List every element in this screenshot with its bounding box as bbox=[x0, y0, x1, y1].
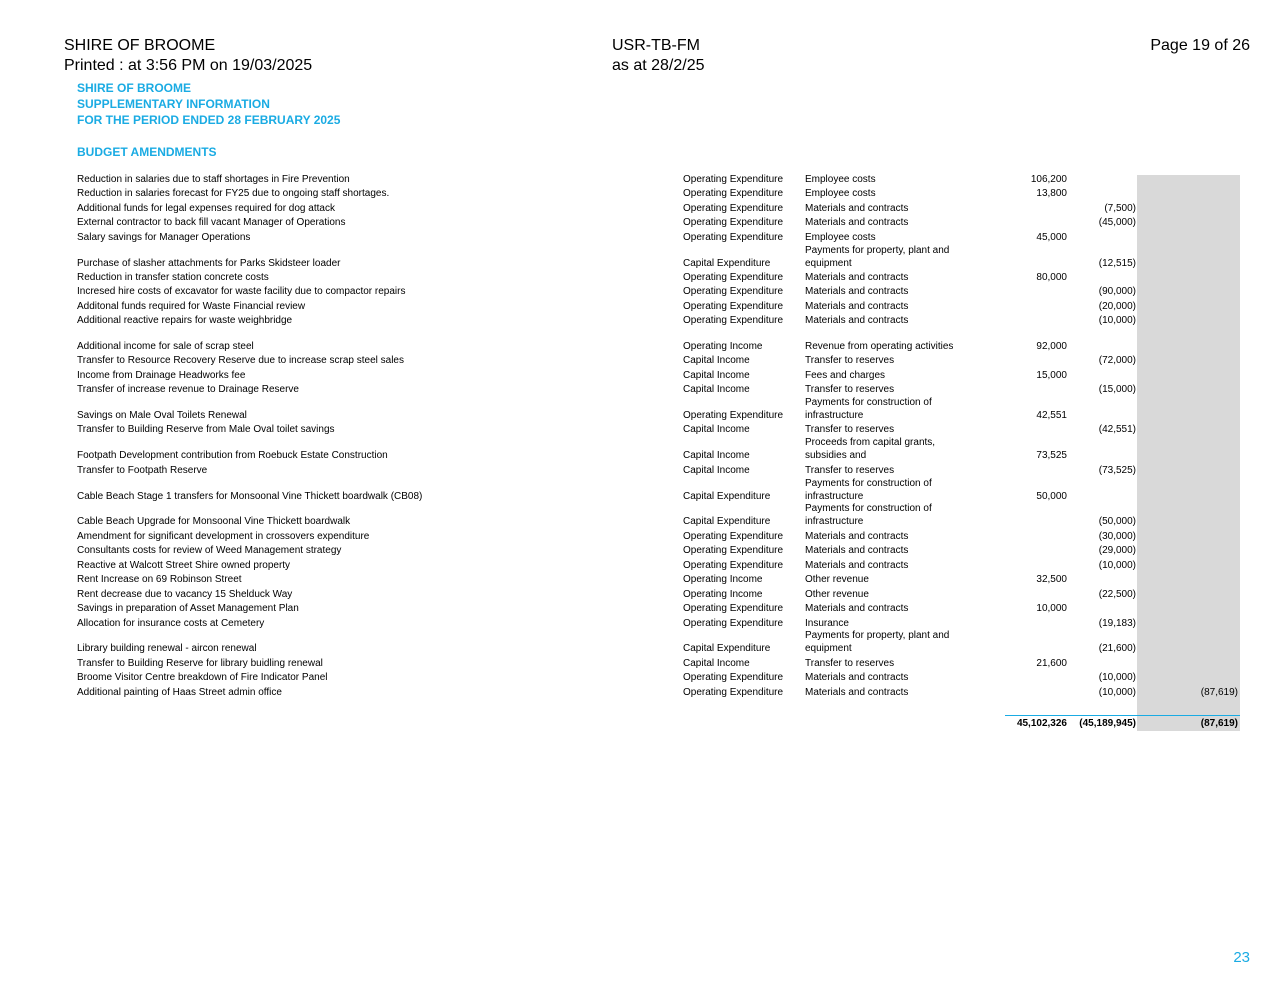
row-decrease: (10,000) bbox=[1098, 672, 1136, 683]
row-description: Incresed hire costs of excavator for waste facility due to compactor repairs bbox=[77, 286, 406, 297]
row-type: Operating Expenditure bbox=[683, 174, 784, 185]
row-description: Rent decrease due to vacancy 15 Shelduck Way bbox=[77, 589, 293, 600]
row-category: Materials and contracts bbox=[805, 315, 909, 326]
row-description: Reduction in salaries due to staff shortages in Fire Prevention bbox=[77, 174, 350, 185]
row-increase: 42,551 bbox=[1036, 410, 1067, 421]
row-description: Transfer to Building Reserve for library buidling renewal bbox=[77, 658, 323, 669]
row-decrease: (73,525) bbox=[1098, 465, 1136, 476]
row-decrease: (45,000) bbox=[1098, 217, 1136, 228]
row-category: Transfer to reserves bbox=[805, 384, 895, 395]
totals-row bbox=[0, 717, 1268, 730]
row-increase: 92,000 bbox=[1036, 341, 1067, 352]
row-category: Employee costs bbox=[805, 188, 876, 199]
row-category: Payments for construction of infrastructure bbox=[805, 478, 932, 502]
row-description: Reactive at Walcott Street Shire owned property bbox=[77, 560, 291, 571]
row-decrease: (10,000) bbox=[1098, 687, 1136, 698]
row-description: Additional painting of Haas Street admin office bbox=[77, 687, 282, 698]
table-row bbox=[0, 423, 1268, 436]
row-type: Operating Expenditure bbox=[683, 232, 784, 243]
header-left bbox=[64, 36, 312, 76]
row-type: Operating Expenditure bbox=[683, 301, 784, 312]
row-increase: 15,000 bbox=[1036, 370, 1067, 381]
row-decrease: (10,000) bbox=[1098, 560, 1136, 571]
header-report-code: USR-TB-FM bbox=[612, 37, 700, 54]
row-description: Transfer to Building Reserve from Male Oval toilet savings bbox=[77, 424, 335, 435]
table-row bbox=[0, 354, 1268, 367]
row-increase: 21,600 bbox=[1036, 658, 1067, 669]
row-decrease: (15,000) bbox=[1098, 384, 1136, 395]
row-description: Footpath Development contribution from Roebuck Estate Construction bbox=[77, 450, 388, 461]
row-category: Fees and charges bbox=[805, 370, 886, 381]
section-period: FOR THE PERIOD ENDED 28 FEBRUARY 2025 bbox=[77, 113, 341, 127]
row-increase: 106,200 bbox=[1030, 174, 1067, 185]
table-row bbox=[0, 187, 1268, 200]
row-decrease: (20,000) bbox=[1098, 301, 1136, 312]
totals-rule bbox=[1005, 715, 1240, 716]
row-type: Operating Expenditure bbox=[683, 687, 784, 698]
row-description: Additional reactive repairs for waste weighbridge bbox=[77, 315, 293, 326]
row-category: Other revenue bbox=[805, 589, 869, 600]
row-type: Operating Income bbox=[683, 574, 763, 585]
row-category: Materials and contracts bbox=[805, 203, 909, 214]
row-type: Operating Income bbox=[683, 341, 763, 352]
table-row bbox=[0, 671, 1268, 684]
table-row bbox=[0, 617, 1268, 630]
row-category: Transfer to reserves bbox=[805, 355, 895, 366]
row-type: Operating Expenditure bbox=[683, 203, 784, 214]
row-description: Reduction in salaries forecast for FY25 due to ongoing staff shortages. bbox=[77, 188, 390, 199]
table-row bbox=[0, 397, 1268, 422]
row-description: External contractor to back fill vacant Manager of Operations bbox=[77, 217, 346, 228]
row-increase: 80,000 bbox=[1036, 272, 1067, 283]
total-net: (87,619) bbox=[1200, 718, 1238, 729]
row-category: Transfer to reserves bbox=[805, 658, 895, 669]
row-description: Savings in preparation of Asset Management Plan bbox=[77, 603, 299, 614]
table-row bbox=[0, 300, 1268, 313]
row-description: Cable Beach Upgrade for Monsoonal Vine Thickett boardwalk bbox=[77, 516, 351, 527]
row-type: Operating Expenditure bbox=[683, 217, 784, 228]
row-type: Operating Expenditure bbox=[683, 672, 784, 683]
table-row bbox=[0, 369, 1268, 382]
row-type: Capital Expenditure bbox=[683, 491, 771, 502]
row-decrease: (7,500) bbox=[1104, 203, 1136, 214]
row-decrease: (50,000) bbox=[1098, 516, 1136, 527]
table-row bbox=[0, 544, 1268, 557]
row-description: Purchase of slasher attachments for Parks Skidsteer loader bbox=[77, 258, 341, 269]
row-increase: 13,800 bbox=[1036, 188, 1067, 199]
row-type: Operating Expenditure bbox=[683, 315, 784, 326]
section-subtitle: SUPPLEMENTARY INFORMATION bbox=[77, 97, 270, 111]
row-type: Capital Income bbox=[683, 450, 750, 461]
table-row bbox=[0, 437, 1268, 462]
row-description: Rent Increase on 69 Robinson Street bbox=[77, 574, 242, 585]
table-row bbox=[0, 202, 1268, 215]
row-type: Operating Income bbox=[683, 589, 763, 600]
table-row bbox=[0, 340, 1268, 353]
row-category: Materials and contracts bbox=[805, 301, 909, 312]
row-type: Operating Expenditure bbox=[683, 188, 784, 199]
row-category: Materials and contracts bbox=[805, 560, 909, 571]
table-row bbox=[0, 314, 1268, 327]
row-category: Materials and contracts bbox=[805, 531, 909, 542]
row-category: Employee costs bbox=[805, 174, 876, 185]
table-row bbox=[0, 686, 1268, 699]
row-type: Operating Expenditure bbox=[683, 618, 784, 629]
row-category: Insurance bbox=[805, 618, 849, 629]
row-type: Capital Income bbox=[683, 384, 750, 395]
row-increase: 10,000 bbox=[1036, 603, 1067, 614]
row-category: Other revenue bbox=[805, 574, 869, 585]
row-increase: 45,000 bbox=[1036, 232, 1067, 243]
header-center bbox=[612, 36, 705, 76]
row-increase: 73,525 bbox=[1036, 450, 1067, 461]
row-type: Capital Income bbox=[683, 424, 750, 435]
table-row bbox=[0, 530, 1268, 543]
row-decrease: (90,000) bbox=[1098, 286, 1136, 297]
table-row bbox=[0, 503, 1268, 528]
row-category: Payments for property, plant and equipment bbox=[805, 245, 950, 269]
row-category: Transfer to reserves bbox=[805, 465, 895, 476]
table-row bbox=[0, 383, 1268, 396]
row-description: Cable Beach Stage 1 transfers for Monsoonal Vine Thickett boardwalk (CB08) bbox=[77, 491, 423, 502]
row-decrease: (72,000) bbox=[1098, 355, 1136, 366]
row-type: Capital Income bbox=[683, 658, 750, 669]
row-description: Allocation for insurance costs at Cemetery bbox=[77, 618, 265, 629]
table-row bbox=[0, 630, 1268, 655]
row-decrease: (19,183) bbox=[1098, 618, 1136, 629]
row-category: Materials and contracts bbox=[805, 603, 909, 614]
row-description: Additional income for sale of scrap steel bbox=[77, 341, 254, 352]
row-category: Materials and contracts bbox=[805, 286, 909, 297]
row-category: Materials and contracts bbox=[805, 672, 909, 683]
row-category: Materials and contracts bbox=[805, 272, 909, 283]
row-type: Operating Expenditure bbox=[683, 272, 784, 283]
page-number: 23 bbox=[1233, 949, 1250, 966]
row-type: Operating Expenditure bbox=[683, 531, 784, 542]
row-description: Transfer of increase revenue to Drainage Reserve bbox=[77, 384, 299, 395]
header-as-at: as at 28/2/25 bbox=[612, 57, 705, 74]
table-row bbox=[0, 173, 1268, 186]
row-description: Consultants costs for review of Weed Management strategy bbox=[77, 545, 342, 556]
row-decrease: (42,551) bbox=[1098, 424, 1136, 435]
row-description: Transfer to Resource Recovery Reserve due to increase scrap steel sales bbox=[77, 355, 404, 366]
table-row bbox=[0, 573, 1268, 586]
row-description: Savings on Male Oval Toilets Renewal bbox=[77, 410, 247, 421]
row-category: Revenue from operating activities bbox=[805, 341, 954, 352]
row-type: Capital Income bbox=[683, 355, 750, 366]
section-heading: BUDGET AMENDMENTS bbox=[77, 145, 217, 159]
row-decrease: (29,000) bbox=[1098, 545, 1136, 556]
header-page: Page 19 of 26 bbox=[1150, 37, 1250, 54]
row-description: Additional funds for legal expenses required for dog attack bbox=[77, 203, 335, 214]
row-description: Reduction in transfer station concrete costs bbox=[77, 272, 269, 283]
row-increase: 50,000 bbox=[1036, 491, 1067, 502]
table-row bbox=[0, 464, 1268, 477]
row-type: Operating Expenditure bbox=[683, 545, 784, 556]
row-decrease: (22,500) bbox=[1098, 589, 1136, 600]
section-title-block bbox=[77, 80, 340, 128]
row-decrease: (30,000) bbox=[1098, 531, 1136, 542]
row-decrease: (10,000) bbox=[1098, 315, 1136, 326]
row-category: Proceeds from capital grants, subsidies and bbox=[805, 437, 936, 461]
total-decrease: (45,189,945) bbox=[1079, 718, 1136, 729]
row-description: Additonal funds required for Waste Financial review bbox=[77, 301, 306, 312]
row-type: Operating Expenditure bbox=[683, 560, 784, 571]
row-description: Amendment for significant development in crossovers expenditure bbox=[77, 531, 370, 542]
row-type: Operating Expenditure bbox=[683, 410, 784, 421]
row-type: Capital Income bbox=[683, 370, 750, 381]
row-description: Income from Drainage Headworks fee bbox=[77, 370, 246, 381]
row-description: Library building renewal - aircon renewal bbox=[77, 643, 257, 654]
row-type: Capital Expenditure bbox=[683, 516, 771, 527]
row-description: Transfer to Footpath Reserve bbox=[77, 465, 208, 476]
header-printed: Printed : at 3:56 PM on 19/03/2025 bbox=[64, 57, 313, 74]
row-total: (87,619) bbox=[1200, 687, 1238, 698]
section-org: SHIRE OF BROOME bbox=[77, 81, 192, 95]
row-category: Materials and contracts bbox=[805, 687, 909, 698]
row-decrease: (12,515) bbox=[1098, 258, 1136, 269]
row-increase: 32,500 bbox=[1036, 574, 1067, 585]
row-category: Materials and contracts bbox=[805, 545, 909, 556]
row-category: Payments for property, plant and equipment bbox=[805, 630, 950, 654]
table-row bbox=[0, 271, 1268, 284]
header-org: SHIRE OF BROOME bbox=[64, 37, 216, 54]
table-row bbox=[0, 559, 1268, 572]
row-category: Employee costs bbox=[805, 232, 876, 243]
row-type: Capital Expenditure bbox=[683, 258, 771, 269]
table-row bbox=[0, 216, 1268, 229]
table-row bbox=[0, 478, 1268, 503]
table-row bbox=[0, 231, 1268, 244]
row-type: Operating Expenditure bbox=[683, 286, 784, 297]
table-row bbox=[0, 602, 1268, 615]
row-type: Capital Expenditure bbox=[683, 643, 771, 654]
row-decrease: (21,600) bbox=[1098, 643, 1136, 654]
table-row bbox=[0, 657, 1268, 670]
row-category: Payments for construction of infrastructure bbox=[805, 397, 932, 421]
table-row bbox=[0, 588, 1268, 601]
row-category: Payments for construction of infrastructure bbox=[805, 503, 932, 527]
row-type: Operating Expenditure bbox=[683, 603, 784, 614]
row-description: Salary savings for Manager Operations bbox=[77, 232, 251, 243]
total-increase: 45,102,326 bbox=[1016, 718, 1067, 729]
table-row bbox=[0, 245, 1268, 270]
row-type: Capital Income bbox=[683, 465, 750, 476]
row-description: Broome Visitor Centre breakdown of Fire Indicator Panel bbox=[77, 672, 328, 683]
table-row bbox=[0, 285, 1268, 298]
row-category: Transfer to reserves bbox=[805, 424, 895, 435]
row-category: Materials and contracts bbox=[805, 217, 909, 228]
